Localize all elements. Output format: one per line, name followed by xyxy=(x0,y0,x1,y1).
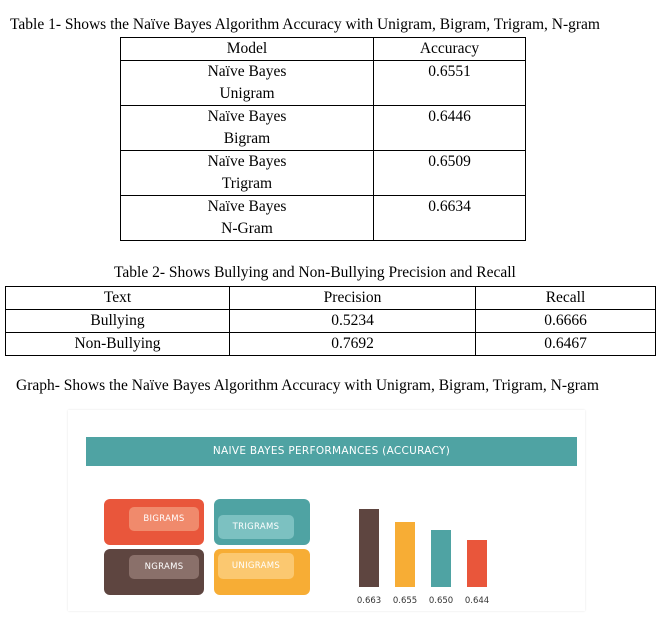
tile-unigrams-label: UNIGRAMS xyxy=(218,553,294,579)
accuracy-cell: 0.6551 xyxy=(374,61,526,106)
tile-bigrams xyxy=(104,499,204,545)
text-cell: Non-Bullying xyxy=(6,333,230,356)
model-name: Naïve Bayes xyxy=(207,153,287,170)
precision-recall-table xyxy=(5,286,656,356)
model-cell xyxy=(121,151,374,196)
accuracy-table xyxy=(120,37,526,241)
accuracy-cell: 0.6634 xyxy=(374,196,526,241)
bar-value-label: 0.663 xyxy=(356,596,382,606)
tile-trigrams xyxy=(214,499,310,545)
recall-cell: 0.6467 xyxy=(476,333,656,356)
tile-bigrams-label: BIGRAMS xyxy=(129,507,199,531)
header-model: Model xyxy=(121,38,374,61)
accuracy-cell: 0.6509 xyxy=(374,151,526,196)
bar-chart xyxy=(359,506,529,587)
recall-cell: 0.6666 xyxy=(476,310,656,333)
graph-title: NAIVE BAYES PERFORMANCES (ACCURACY) xyxy=(86,437,577,466)
bar xyxy=(431,530,451,587)
tile-ngrams xyxy=(104,549,204,595)
model-variant: Bigram xyxy=(223,130,271,147)
tile-unigrams xyxy=(214,549,310,595)
bar-value-label: 0.644 xyxy=(464,596,490,606)
bar xyxy=(467,540,487,587)
performance-graph xyxy=(68,410,585,611)
model-variant: N-Gram xyxy=(221,220,273,237)
table-row xyxy=(6,333,656,356)
table-row xyxy=(121,151,526,196)
precision-cell: 0.7692 xyxy=(230,333,476,356)
graph-caption: Graph- Shows the Naïve Bayes Algorithm Accuracy with Unigram, Bigram, Trigram, N-gram xyxy=(16,377,599,394)
model-name: Naïve Bayes xyxy=(207,198,287,215)
table-row xyxy=(121,196,526,241)
tile-ngrams-label: NGRAMS xyxy=(129,555,199,579)
header-recall: Recall xyxy=(476,287,656,310)
bar-value-label: 0.650 xyxy=(428,596,454,606)
table-row xyxy=(6,310,656,333)
model-variant: Unigram xyxy=(219,85,275,102)
header-precision: Precision xyxy=(230,287,476,310)
bar-value-label: 0.655 xyxy=(392,596,418,606)
model-variant: Trigram xyxy=(221,175,273,192)
table-row xyxy=(121,61,526,106)
table1-caption: Table 1- Shows the Naïve Bayes Algorithm Accuracy with Unigram, Bigram, Trigram, N-gram xyxy=(10,16,600,33)
model-cell xyxy=(121,61,374,106)
model-name: Naïve Bayes xyxy=(207,63,287,80)
precision-cell: 0.5234 xyxy=(230,310,476,333)
bar xyxy=(395,522,415,587)
table-header-row xyxy=(6,287,656,310)
table-row xyxy=(121,106,526,151)
text-cell: Bullying xyxy=(6,310,230,333)
bar xyxy=(359,509,379,587)
table2-caption: Table 2- Shows Bullying and Non-Bullying Precision and Recall xyxy=(114,264,516,281)
header-accuracy: Accuracy xyxy=(374,38,526,61)
model-cell xyxy=(121,196,374,241)
tile-trigrams-label: TRIGRAMS xyxy=(218,515,294,539)
table-header-row xyxy=(121,38,526,61)
model-name: Naïve Bayes xyxy=(207,108,287,125)
model-cell xyxy=(121,106,374,151)
accuracy-cell: 0.6446 xyxy=(374,106,526,151)
header-text: Text xyxy=(6,287,230,310)
